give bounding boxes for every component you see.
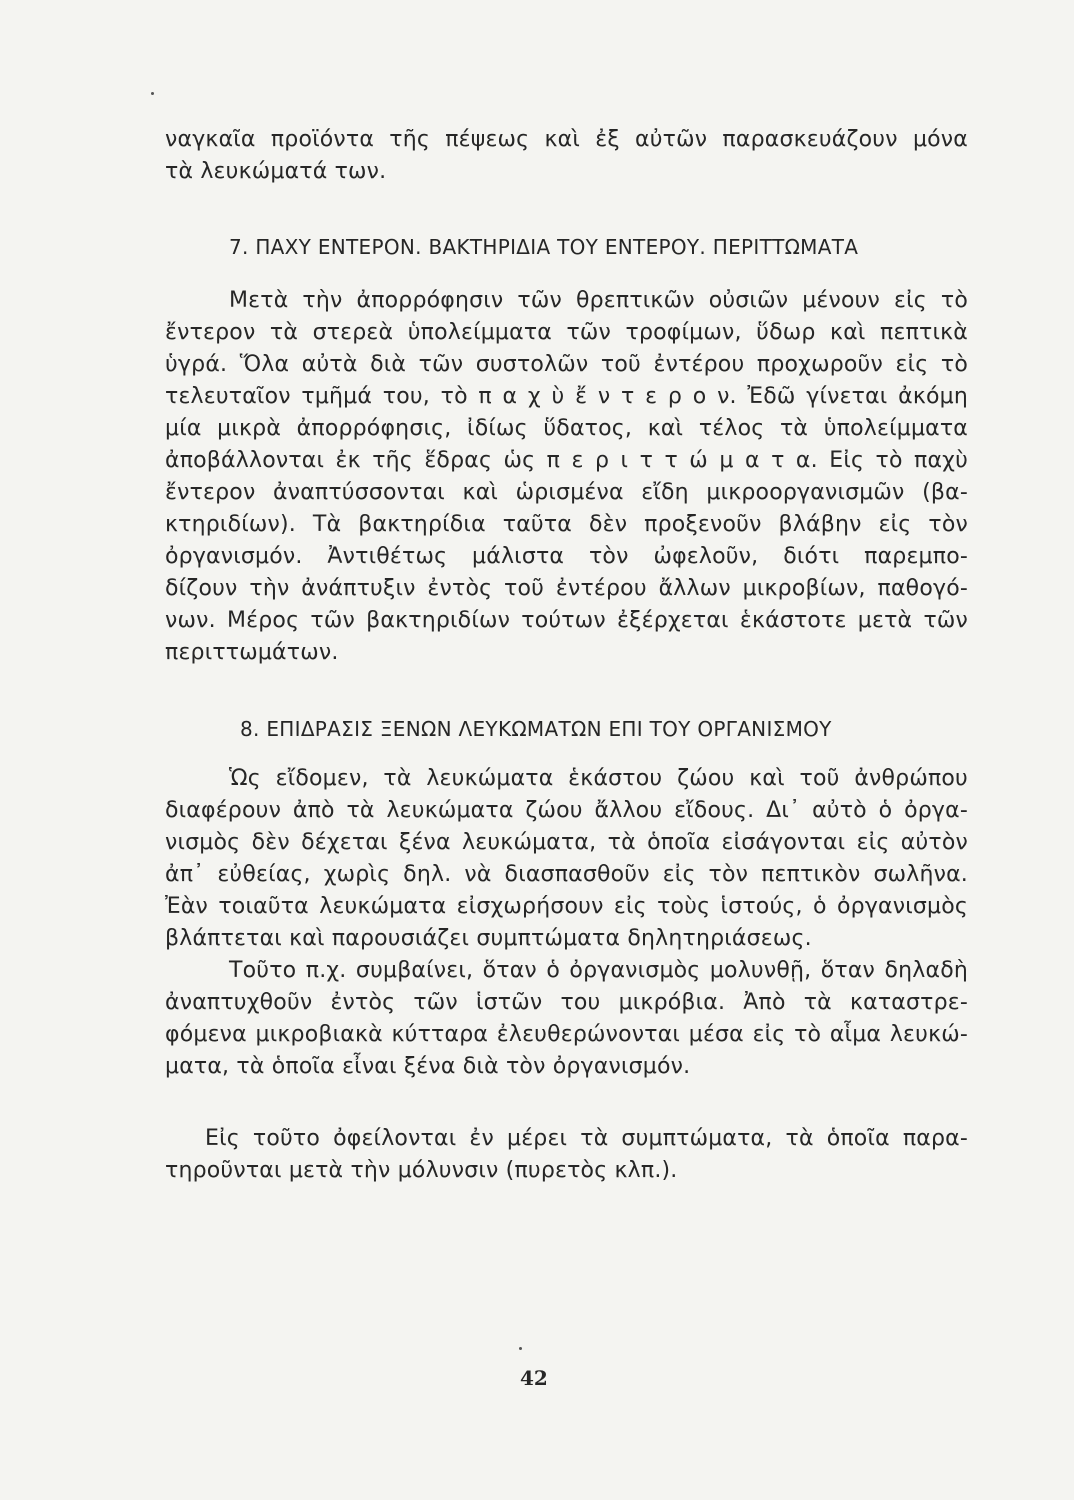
section-7-line: μία μικρὰ ἀπορρόφησις, ἰδίως ὕδατος, καὶ τέλος τὰ ὑπολείμματα	[165, 416, 968, 441]
intro-line: τὰ λευκώματά των.	[165, 159, 387, 184]
section-7-heading: 7. ΠΑΧΥ ΕΝΤΕΡΟΝ. ΒΑΚΤΗΡΙΔΙΑ ΤΟΥ ΕΝΤΕΡΟΥ. ΠΕΡΙΤΤΩΜΑΤΑ	[229, 235, 859, 259]
section-7-line: ἔντερον τὰ στερεὰ ὑπολείμματα τῶν τροφίμων, ὕδωρ καὶ πεπτικὰ	[165, 320, 968, 345]
section-7-line: δίζουν τὴν ἀνάπτυξιν ἐντὸς τοῦ ἐντέρου ἄλλων μικροβίων, παθογό-	[165, 576, 968, 601]
section-7-line: κτηριδίων). Τὰ βακτηρίδια ταῦτα δὲν προξενοῦν βλάβην εἰς τὸν	[165, 512, 968, 537]
section-8-line: τηροῦνται μετὰ τὴν μόλυνσιν (πυρετὸς κλπ.).	[165, 1158, 678, 1183]
section-8-line: ἀπ᾽ εὐθείας, χωρὶς δηλ. νὰ διασπασθοῦν εἰς τὸν πεπτικὸν σωλῆνα.	[165, 862, 968, 887]
section-8-line: νισμὸς δὲν δέχεται ξένα λευκώματα, τὰ ὁποῖα εἰσάγονται εἰς αὐτὸν	[165, 830, 968, 855]
section-7-line: Μετὰ τὴν ἀπορρόφησιν τῶν θρεπτικῶν οὐσιῶν μένουν εἰς τὸ	[229, 288, 968, 313]
section-7-line: ὑγρά. Ὅλα αὐτὰ διὰ τῶν συστολῶν τοῦ ἐντέρου προχωροῦν εἰς τὸ	[165, 352, 968, 377]
section-7-line: νων. Μέρος τῶν βακτηριδίων τούτων ἐξέρχεται ἑκάστοτε μετὰ τῶν	[165, 608, 968, 633]
section-8-line: φόμενα μικροβιακὰ κύτταρα ἐλευθερώνονται μέσα εἰς τὸ αἷμα λευκώ-	[165, 1022, 968, 1047]
section-7-line: ἀποβάλλονται ἐκ τῆς ἕδρας ὡς π ε ρ ι τ τ ώ μ α τ α. Εἰς τὸ παχὺ	[165, 448, 968, 473]
section-8-line: Εἰς τοῦτο ὀφείλονται ἐν μέρει τὰ συμπτώματα, τὰ ὁποῖα παρα-	[205, 1126, 968, 1151]
speck-mark	[151, 92, 154, 95]
section-8-line: βλάπτεται καὶ παρουσιάζει συμπτώματα δηλητηριάσεως.	[165, 926, 812, 951]
section-7-line: τελευταῖον τμῆμά του, τὸ π α χ ὺ ἔ ν τ ε ρ ο ν. Ἐδῶ γίνεται ἀκόμη	[165, 384, 968, 409]
section-8-heading: 8. ΕΠΙΔΡΑΣΙΣ ΞΕΝΩΝ ΛΕΥΚΩΜΑΤΩΝ ΕΠΙ ΤΟΥ ΟΡΓΑΝΙΣΜΟΥ	[240, 717, 832, 741]
section-8-line: ματα, τὰ ὁποῖα εἶναι ξένα διὰ τὸν ὀργανισμόν.	[165, 1054, 691, 1079]
section-8-line: Τοῦτο π.χ. συμβαίνει, ὅταν ὁ ὀργανισμὸς μολυνθῇ, ὅταν δηλαδὴ	[229, 958, 968, 983]
section-7-line: ἔντερον ἀναπτύσσονται καὶ ὡρισμένα εἴδη μικροοργανισμῶν (βα-	[165, 480, 968, 505]
section-7-line: περιττωμάτων.	[165, 640, 339, 665]
section-8-line: Ὡς εἴδομεν, τὰ λευκώματα ἑκάστου ζώου καὶ τοῦ ἀνθρώπου	[229, 766, 968, 791]
section-8-line: ἀναπτυχθοῦν ἐντὸς τῶν ἱστῶν του μικρόβια. Ἀπὸ τὰ καταστρε-	[165, 990, 968, 1015]
speck-mark	[519, 1347, 522, 1350]
section-8-line: Ἐὰν τοιαῦτα λευκώματα εἰσχωρήσουν εἰς τοὺς ἱστούς, ὁ ὀργανισμὸς	[165, 894, 968, 919]
intro-line: ναγκαῖα προϊόντα τῆς πέψεως καὶ ἐξ αὐτῶν παρασκευάζουν μόνα	[165, 127, 968, 152]
page-number: 42	[520, 1366, 548, 1390]
section-8-line: διαφέρουν ἀπὸ τὰ λευκώματα ζώου ἄλλου εἴδους. Δι᾽ αὐτὸ ὁ ὀργα-	[165, 798, 968, 823]
section-7-line: ὀργανισμόν. Ἀντιθέτως μάλιστα τὸν ὠφελοῦν, διότι παρεμπο-	[165, 544, 968, 569]
